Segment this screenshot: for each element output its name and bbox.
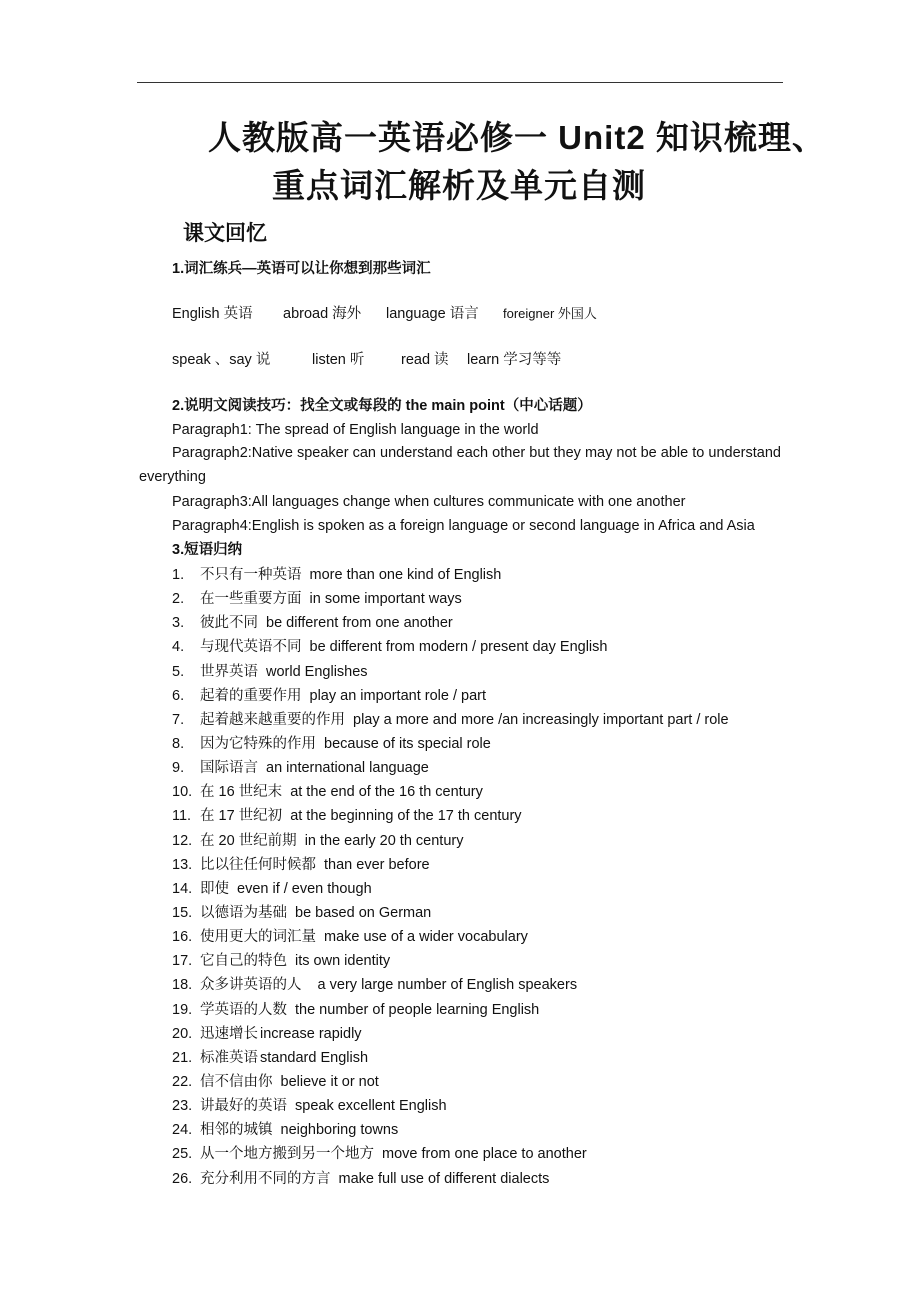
item-english: world Englishes [266, 663, 368, 680]
list-item [172, 757, 729, 781]
paragraph-1-point: Paragraph1: The spread of English language in the world [172, 422, 539, 438]
item-english: be different from one another [266, 615, 453, 632]
item-chinese: 迅速增长 [200, 1025, 258, 1042]
item-chinese: 彼此不同 [200, 615, 258, 632]
list-item [172, 636, 729, 660]
vocab-word: foreigner 外国人 [503, 306, 597, 321]
item-number: 14. [172, 880, 193, 897]
list-item [172, 781, 729, 805]
item-number: 15. [172, 904, 193, 921]
header-rule [137, 82, 783, 83]
item-chinese: 起着越来越重要的作用 [200, 711, 345, 728]
list-item [172, 926, 729, 950]
list-item [172, 709, 729, 733]
list-item [172, 1119, 729, 1143]
item-number: 11. [172, 808, 192, 825]
item-english: because of its special role [324, 735, 491, 752]
item-chinese: 使用更大的词汇量 [200, 929, 316, 946]
item-english: an international language [266, 760, 429, 777]
item-chinese: 从一个地方搬到另一个地方 [200, 1146, 374, 1163]
item-chinese: 不只有一种英语 [200, 567, 302, 583]
vocab-word: language 语言 [386, 306, 479, 322]
item-number: 19. [172, 1001, 193, 1018]
item-number: 21. [172, 1049, 193, 1066]
list-item [172, 564, 729, 588]
section-subtitle: 课文回忆 [183, 222, 267, 245]
vocab-word: abroad 海外 [283, 306, 362, 322]
item-chinese: 众多讲英语的人 [200, 977, 302, 994]
item-chinese: 与现代英语不同 [200, 639, 302, 656]
item-number: 8. [172, 735, 185, 752]
paragraph-4-point: Paragraph4:English is spoken as a foreign language or second language in Africa and Asia [172, 518, 755, 534]
list-item [172, 612, 729, 636]
item-chinese: 世界英语 [200, 663, 258, 680]
item-english: play a more and more /an increasingly important part / role [353, 711, 729, 728]
list-item [172, 950, 729, 974]
item-number: 3. [172, 615, 185, 632]
item-english: a very large number of English speakers [309, 977, 578, 994]
list-item [172, 902, 729, 926]
item-english: in the early 20 th century [304, 832, 464, 849]
item-chinese: 讲最好的英语 [200, 1098, 287, 1115]
item-number: 23. [172, 1098, 193, 1115]
item-number: 2. [172, 591, 185, 608]
item-chinese: 国际语言 [200, 760, 258, 777]
vocab-word: speak 、say 说 [172, 352, 271, 368]
item-chinese: 充分利用不同的方言 [200, 1170, 331, 1187]
vocab-word: read 读 [401, 352, 449, 368]
item-chinese: 在 16 世纪末 [200, 784, 283, 801]
item-english: increase rapidly [260, 1025, 362, 1042]
item-english: speak excellent English [295, 1098, 447, 1115]
section1-heading: 1.词汇练兵—英语可以让你想到那些词汇 [172, 261, 431, 277]
item-number: 24. [172, 1122, 193, 1139]
list-item [172, 854, 729, 878]
list-item [172, 999, 729, 1023]
item-number: 1. [172, 567, 185, 583]
item-number: 18. [172, 977, 193, 994]
list-item [172, 1071, 729, 1095]
list-item [172, 685, 729, 709]
item-english: make full use of different dialects [338, 1170, 550, 1187]
item-number: 10. [172, 784, 193, 801]
item-number: 7. [172, 711, 185, 728]
item-chinese: 比以往任何时候都 [200, 856, 316, 873]
item-chinese: 它自己的特色 [200, 953, 287, 970]
section2-heading: 2.说明文阅读技巧：找全文或每段的 the main point（中心话题） [172, 398, 592, 414]
item-number: 25. [172, 1146, 193, 1163]
item-number: 22. [172, 1073, 193, 1090]
vocab-row-1 [172, 304, 597, 324]
phrase-list [172, 564, 729, 1192]
item-number: 13. [172, 856, 193, 873]
vocab-word: English 英语 [172, 306, 253, 322]
section3-heading: 3.短语归纳 [172, 542, 243, 558]
item-english: neighboring towns [280, 1122, 399, 1139]
list-item [172, 588, 729, 612]
item-english: than ever before [324, 856, 430, 873]
item-english: be different from modern / present day English [309, 639, 608, 656]
list-item [172, 878, 729, 902]
item-number: 26. [172, 1170, 193, 1187]
list-item [172, 805, 729, 829]
item-number: 4. [172, 639, 185, 656]
item-number: 6. [172, 687, 185, 704]
vocab-word: learn 学习等等 [467, 352, 562, 368]
item-chinese: 在 17 世纪初 [200, 808, 283, 825]
item-chinese: 起着的重要作用 [200, 687, 302, 704]
list-item [172, 1168, 729, 1192]
item-chinese: 在一些重要方面 [200, 591, 302, 608]
document-title-line2: 重点词汇解析及单元自测 [272, 167, 646, 204]
item-chinese: 即使 [200, 880, 229, 897]
item-number: 20. [172, 1025, 193, 1042]
item-chinese: 因为它特殊的作用 [200, 735, 316, 752]
list-item [172, 733, 729, 757]
item-english: more than one kind of English [309, 567, 502, 583]
item-english: believe it or not [280, 1073, 379, 1090]
item-chinese: 信不信由你 [200, 1073, 273, 1090]
item-english: its own identity [295, 953, 391, 970]
item-english: standard English [260, 1049, 369, 1066]
item-english: the number of people learning English [295, 1001, 540, 1018]
list-item [172, 1047, 729, 1071]
item-english: at the end of the 16 th century [290, 784, 483, 801]
item-english: play an important role / part [309, 687, 487, 704]
item-number: 12. [172, 832, 193, 849]
vocab-word: listen 听 [312, 352, 365, 368]
list-item [172, 830, 729, 854]
item-english: make use of a wider vocabulary [324, 929, 528, 946]
item-english: at the beginning of the 17 th century [290, 808, 522, 825]
item-english: move from one place to another [382, 1146, 587, 1163]
paragraph-3-point: Paragraph3:All languages change when cultures communicate with one another [172, 494, 686, 510]
item-number: 17. [172, 953, 193, 970]
paragraph-2-point: Paragraph2:Native speaker can understand each other but they may not be able to understand everything [139, 445, 781, 485]
list-item [172, 1023, 729, 1047]
item-chinese: 相邻的城镇 [200, 1122, 273, 1139]
item-number: 9. [172, 760, 185, 777]
item-chinese: 以德语为基础 [200, 904, 287, 921]
list-item [172, 974, 729, 998]
list-item [172, 1143, 729, 1167]
item-english: be based on German [295, 904, 432, 921]
item-number: 5. [172, 663, 185, 680]
item-english: even if / even though [237, 880, 372, 897]
item-english: in some important ways [309, 591, 462, 608]
vocab-row-2 [172, 350, 561, 370]
item-chinese: 标准英语 [200, 1049, 258, 1066]
document-title-line1: 人教版高一英语必修一 Unit2 知识梳理、 [208, 119, 826, 156]
item-number: 16. [172, 929, 193, 946]
list-item [172, 1095, 729, 1119]
item-chinese: 在 20 世纪前期 [200, 832, 297, 849]
list-item [172, 661, 729, 685]
item-chinese: 学英语的人数 [200, 1001, 287, 1018]
